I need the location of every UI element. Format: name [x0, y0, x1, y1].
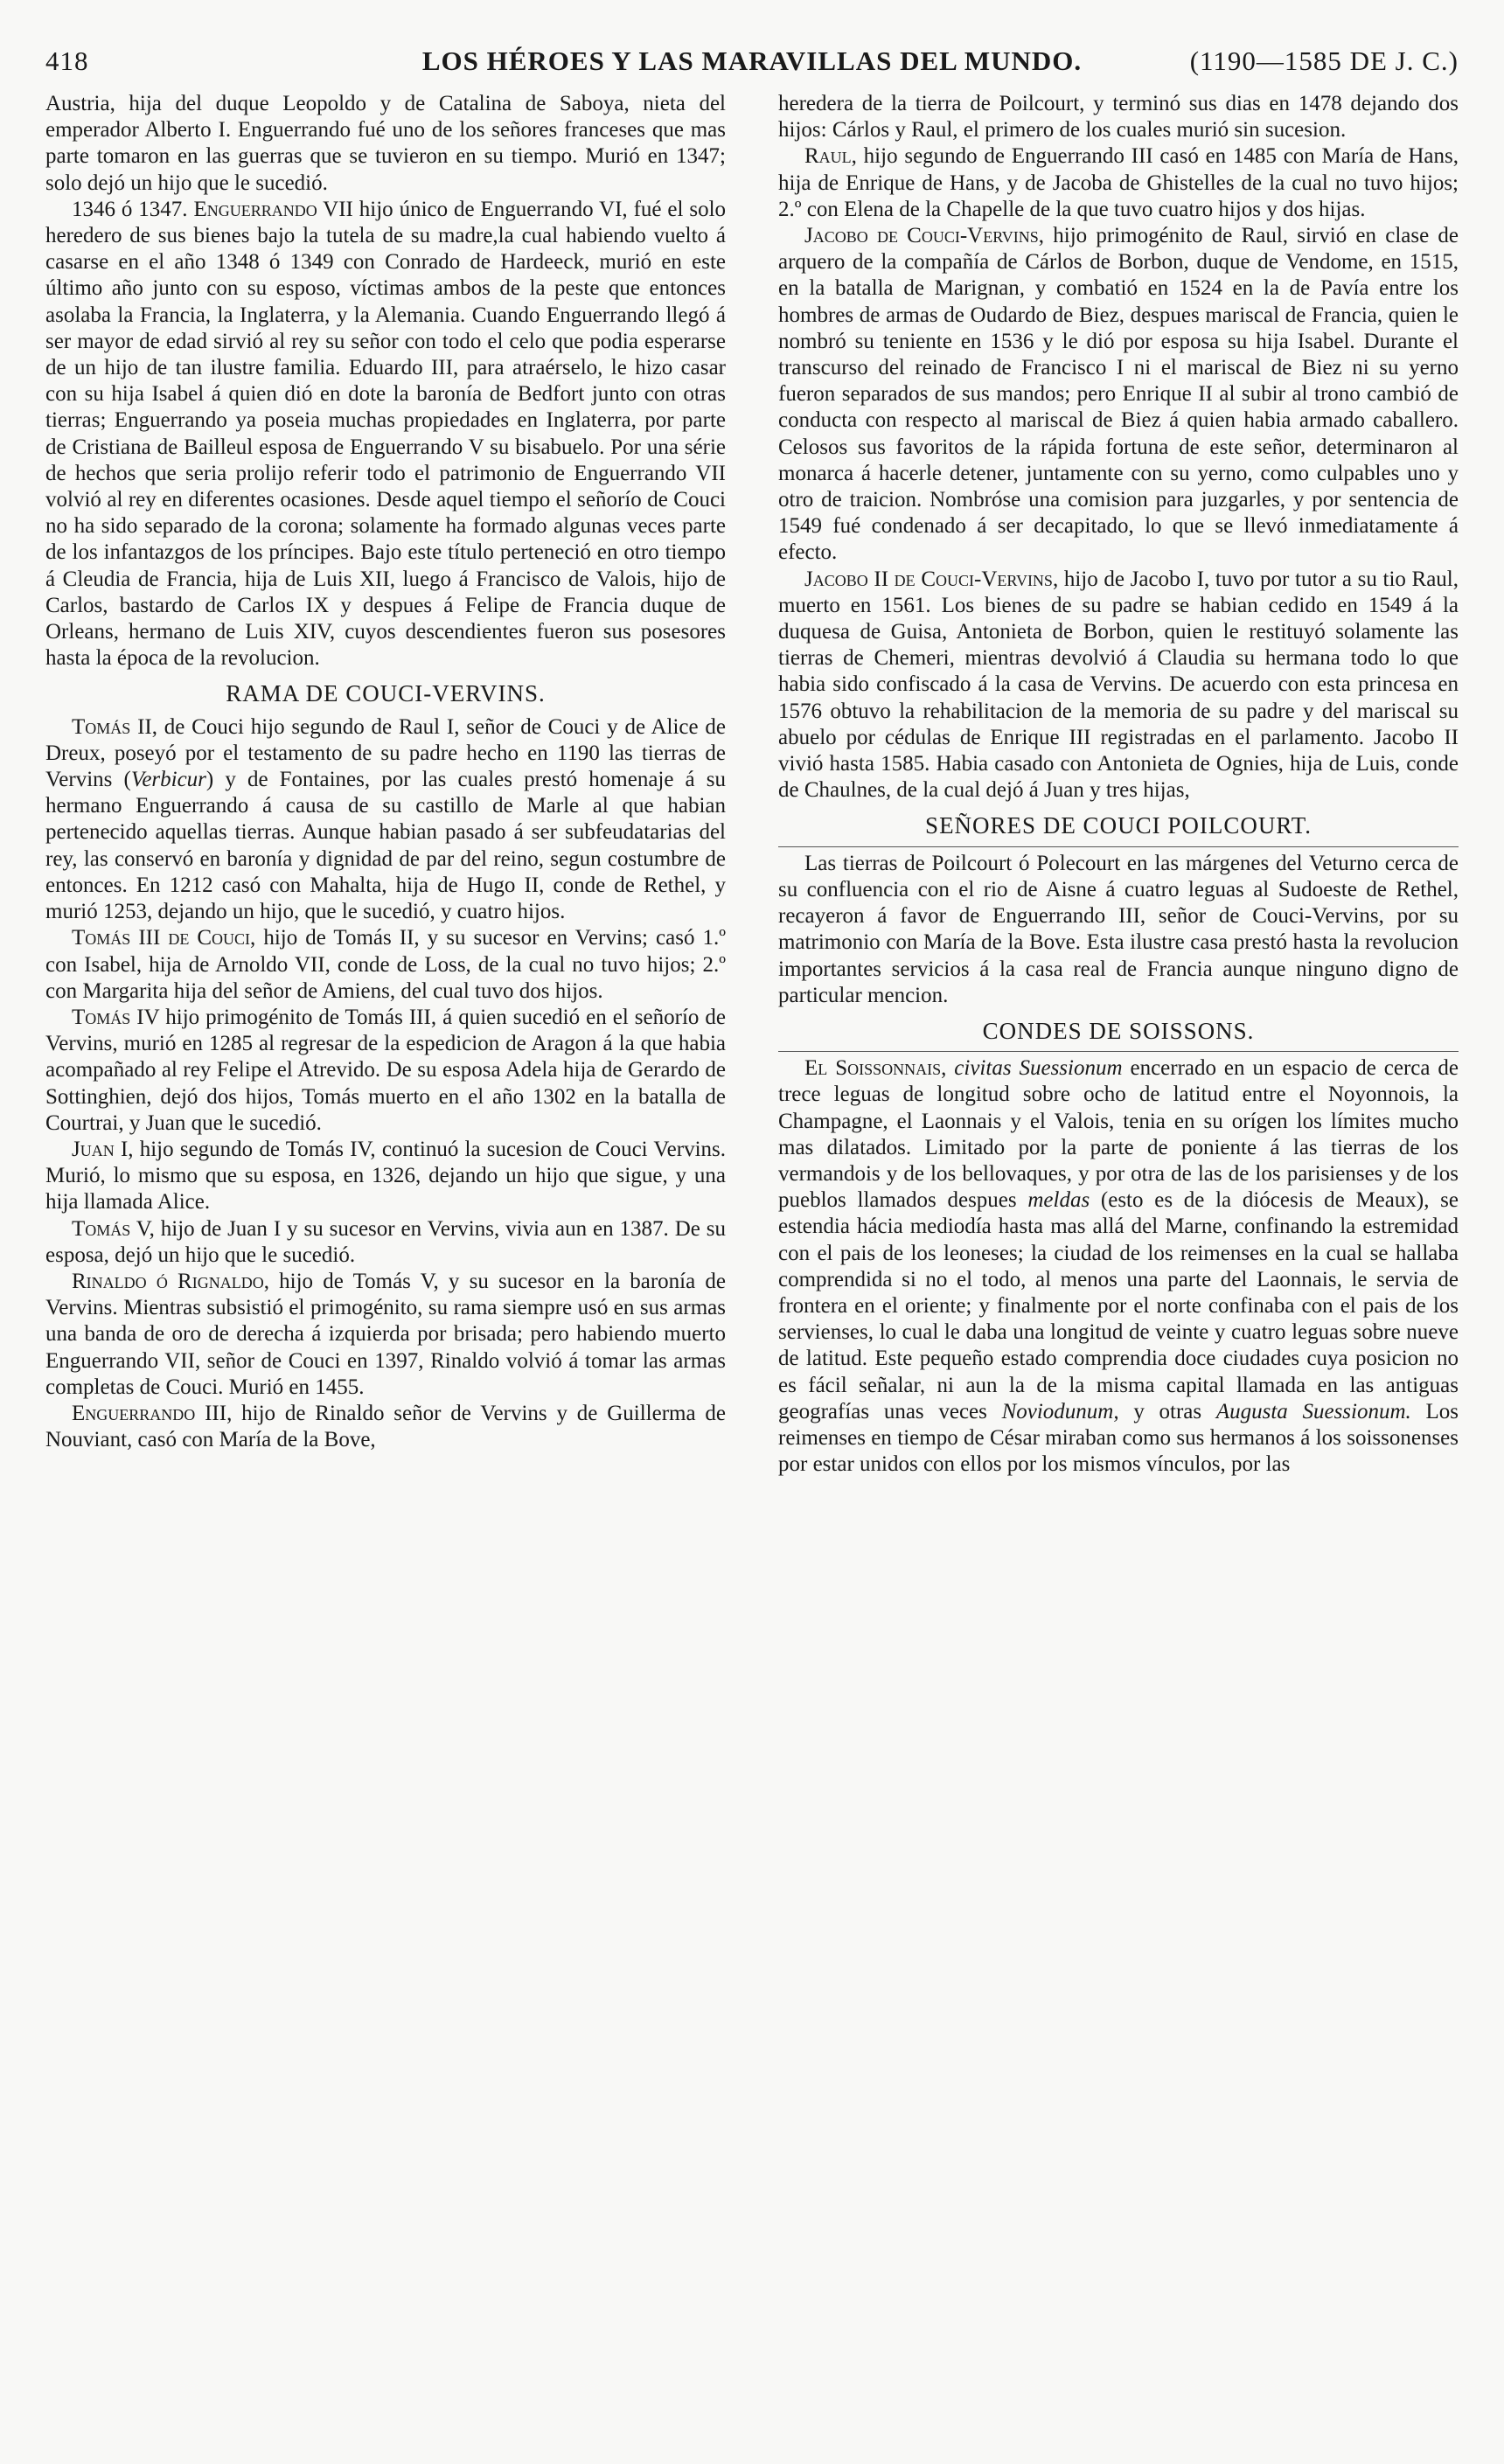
paragraph: Tomás IV hijo primogénito de Tomás III, á quien sucedió en el señorío de Vervins, murió en 1285 al regresar de la espedicion de Aragon á la que habia acompañado al rey Felipe el Atrevido. De su esposa Adela hija de Gerardo de Sottinghien, dejó dos hijos, Tomás muerto en el año 1302 en la batalla de Courtrai, y Juan que le sucedió.	[45, 1005, 726, 1135]
person-name: Enguerrando	[72, 1401, 196, 1425]
page-number: 418	[45, 45, 89, 76]
divider	[778, 1051, 1459, 1052]
paragraph: Enguerrando III, hijo de Rinaldo señor de Vervins y de Guillerma de Nouviant, casó con María de la Bove,	[45, 1401, 726, 1452]
paragraph: 1346 ó 1347. Enguerrando VII hijo único de Enguerrando VI, fué el solo heredero de sus bienes bajo la tutela de su madre,la cual habiendo vuelto á casarse en el año 1348 ó 1349 con Conrado de Hardeeck, murió en este último año junto con su esposo, víctimas ambos de la peste que entonces asolaba la Francia, la Inglaterra, y la Alemania. Cuando Enguerrando llegó á ser mayor de edad sirvió al rey su señor con todo el celo que podia esperarse de un hijo de tan ilustre familia. Eduardo III, para atraérselo, le hizo casar con su hija Isabel á quien dió en dote la baronía de Bedfort junto con otras tierras; Enguerrando ya poseia muchas propiedades en Inglaterra, por parte de Cristiana de Bailleul esposa de Enguerrando V su bisabuelo. Por una série de hechos que seria prolijo referir todo el patrimonio de Enguerrando VII volvió al rey en diferentes ocasiones. Desde aquel tiempo el señorío de Couci no ha sido separado de la corona; solamente ha formado algunas veces parte de los infantazgos de los príncipes. Bajo este título perteneció en otro tiempo á Cleudia de Francia, hija de Luis XII, luego á Francisco de Valois, hijo de Carlos, bastardo de Carlos IX y despues á Felipe de Francia duque de Orleans, hermano de Luis XIV, cuyos descendientes fueron sus posesores hasta la época de la revolucion.	[45, 197, 727, 671]
date-range: (1190—1585 DE J. C.)	[1189, 45, 1459, 76]
paragraph: Tomás II, de Couci hijo segundo de Raul I, señor de Couci y de Alice de Dreux, poseyó por el testamento de su padre hecho en 1190 las tierras de Vervins (Verbicur) y de Fontaines, por las cuales prestó homenaje á su hermano Enguerrando á causa de su castillo de Marle al que habian pertenecido aquellas tierras. Aunque habian pasado á ser subfeudatarias del rey, las conservó en baronía y dignidad de par del reino, segun costumbre de entonces. En 1212 casó con Mahalta, hija de Hugo II, conde de Rethel, y murió 1253, dejando un hijo, que le sucedió, y cuatro hijos.	[45, 714, 726, 924]
person-name: Jacobo II de Couci-Vervins,	[804, 567, 1059, 591]
place-name: El Soissonnais,	[804, 1056, 947, 1081]
person-name: Tomás	[72, 1216, 131, 1241]
paragraph: Tomás V, hijo de Juan I y su sucesor en Vervins, vivia aun en 1387. De su esposa, dejó un hijo que le sucedió.	[45, 1216, 726, 1267]
paragraph: Jacobo II de Couci-Vervins, hijo de Jacobo I, tuvo por tutor a su tio Raul, muerto en 1561. Los bienes de su padre se habian cedido en 1549 á la duquesa de Guisa, Antonieta de Borbon, quien le restituyó solamente las tierras de Chemeri, mientras devolvió á Claudia su hermana todo lo que habia sido confiscado á la casa de Vervins. De acuerdo con esta princesa en 1576 obtuvo la rehabilitacion de la memoria de su padre y del mariscal su abuelo por cédulas de Enrique III registradas en el parlamento. Jacobo II vivió hasta 1585. Habia casado con Antonieta de Ognies, hija de Luis, conde de Chaulnes, de la cual dejó á Juan y tres hijas,	[778, 567, 1459, 803]
running-title: LOS HÉROES Y LAS MARAVILLAS DEL MUNDO.	[421, 45, 1083, 76]
paragraph: Tomás III de Couci, hijo de Tomás II, y su sucesor en Vervins; casó 1.º con Isabel, hija de Arnoldo VII, conde de Loss, de la cual no tuvo hijos; 2.º con Margarita hija del señor de Amiens, del cual tuvo dos hijos.	[45, 926, 726, 1003]
paragraph: Rinaldo ó Rignaldo, hijo de Tomás V, y su sucesor en la baronía de Vervins. Mientras subsistió el primogénito, su rama siempre usó en sus armas una banda de oro de derecha á izquierda por brisada; pero habiendo muerto Enguerrando VII, señor de Couci en 1397, Rinaldo volvió á tomar las armas completas de Couci. Murió en 1455.	[45, 1269, 726, 1399]
person-name: Tomás	[72, 714, 131, 739]
page-header	[45, 45, 1459, 86]
person-name: Tomás III de Couci,	[72, 926, 256, 950]
paragraph: Las tierras de Poilcourt ó Polecourt en las márgenes del Veturno cerca de su confluencia con el rio de Aisne á cuatro leguas al Sudoeste de Rethel, recayeron á favor de Enguerrando III, señor de Couci-Vervins, por su matrimonio con María de la Bove. Esta ilustre casa prestó hasta la revolucion importantes servicios á la casa real de Francia aunque ninguno digno de particular mencion.	[778, 851, 1459, 1007]
person-name: Enguerrando	[193, 197, 317, 221]
paragraph: Juan I, hijo segundo de Tomás IV, continuó la sucesion de Couci Vervins. Murió, lo mismo que su esposa, en 1326, dejando un hijo que sigue, y una hija llamada Alice.	[45, 1137, 726, 1215]
person-name: Jacobo de Couci-Vervins,	[804, 224, 1045, 248]
paragraph: Raul, hijo segundo de Enguerrando III casó en 1485 con María de Hans, hija de Enrique de Hans, y de Jacoba de Ghistelles de la cual no tuvo hijos; 2.º con Elena de la Chapelle de la que tuvo cuatro hijos y dos hijas.	[778, 144, 1459, 221]
paragraph: heredera de la tierra de Poilcourt, y terminó sus dias en 1478 dejando dos hijos: Cárlos y Raul, el primero de los cuales murió sin sucesion.	[778, 92, 1459, 143]
section-heading: RAMA DE COUCI-VERVINS.	[226, 680, 546, 707]
paragraph: Austria, hija del duque Leopoldo y de Catalina de Saboya, nieta del emperador Alberto I. Enguerrando fué uno de los señores franceses que mas parte tomaron en las guerras que se tuvieron en su tiempo. Murió en 1347; solo dejó un hijo que le sucedió.	[45, 92, 726, 195]
left-column	[45, 91, 726, 1453]
paragraph: Jacobo de Couci-Vervins, hijo primogénito de Raul, sirvió en clase de arquero de la compañía de Cárlos de Borbon, duque de Vendome, en 1515, en la batalla de Marignan, y combatió en 1524 en la de Pavía entre los hombres de armas de Oudardo de Biez, despues mariscal de Francia, quien le nombró su teniente en 1536 y le dió por esposa su hija Isabel. Durante el transcurso del reinado de Francisco I ni el mariscal de Biez ni su yerno fueron separados de sus mandos; pero Enrique II al subir al trono cambió de conducta con respecto al mariscal de Biez á quien habia armado caballero. Celosos sus favoritos de la rápida fortuna de este señor, determinaron al monarca á hacerle detener, juntamente con su yerno, como culpables uno y otro de traicion. Nombróse una comision para juzgarles, y por sentencia de 1549 fué condenado á ser decapitado, lo que se llevó inmediatamente á efecto.	[778, 224, 1459, 565]
right-column	[778, 91, 1459, 1478]
person-name: Raul,	[804, 144, 857, 169]
section-heading: SEÑORES DE COUCI POILCOURT.	[925, 812, 1312, 839]
paragraph: El Soissonnais, civitas Suessionum encerrado en un espacio de cerca de trece leguas de longitud sobre ocho de latitud entre el Noyonnois, la Champagne, el Laonnais y el Valois, tenia en su orígen los límites mucho mas dilatados. Limitado por la parte de poniente á las tierras de los vermandois y de los bellovaques, y por otra de las de los parisienses y de los pueblos llamados despues meldas (esto es de la diócesis de Meaux), se estendia hácia mediodía hasta mas allá del Marne, confinando la estremidad con el pais de los leoneses; la ciudad de los reimenses en la cual se hallaba comprendida si no el todo, al menos una parte del Laonnais, le servia de frontera en el oriente; y finalmente por el norte confinaba con el pais de los servienses, lo cual le daba una longitud de veinte y cuatro leguas sobre nueve de latitud. Este pequeño estado comprendia doce ciudades cuya posicion no es fácil señalar, ni aun la de la misma capital llamada en las antiguas geografías unas veces Noviodunum, y otras Augusta Suessionum. Los reimenses en tiempo de César miraban como sus hermanos á los soissonenses por estar unidos con ellos por los mismos vínculos, por las	[778, 1056, 1459, 1477]
person-name: Tomás	[72, 1005, 131, 1029]
person-name: Rinaldo ó Rignaldo,	[72, 1269, 269, 1293]
section-heading: CONDES DE SOISSONS.	[982, 1017, 1255, 1044]
person-name: Juan	[72, 1137, 115, 1161]
divider	[778, 846, 1459, 847]
